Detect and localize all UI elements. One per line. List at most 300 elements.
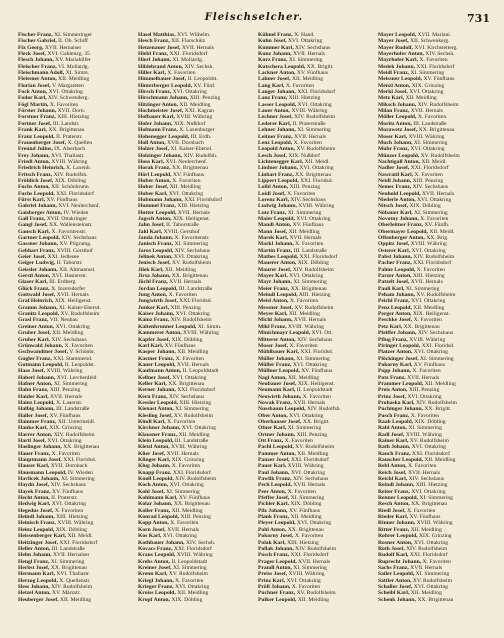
entry-name: Rudolf Karl, (378, 552, 409, 559)
entry-name: Lorenz Karl, (258, 196, 289, 203)
entry-name: Geissler Johann, (18, 266, 58, 273)
entry-name: Rath Johann, (378, 444, 411, 451)
entry-name: Huber Anton, (138, 177, 171, 184)
entry-name: Hetzel Anton, (18, 590, 51, 597)
entry-address: XV. Rudolfsheim (412, 577, 452, 584)
entry-address: XII. Meidling (424, 457, 456, 464)
entry-address: XIV. Sechshaus (50, 482, 86, 489)
entry-address: XIX. Heiligenst. (172, 215, 211, 222)
entry-name: Rieder Karl, (378, 514, 409, 521)
entry-name: Fock Anton, (18, 89, 48, 96)
entry-name: Mathes Leopold, (258, 254, 299, 261)
entry-name: Kirchner Johann, (138, 425, 181, 432)
entry-address: XVIII. Währing (288, 571, 325, 578)
entry-address: XI. Kaiser-Ebersd. (58, 304, 101, 311)
entry-address: XXI. Floridsdorf (291, 457, 329, 464)
entry-address: XIV. Rudolfsheim (292, 266, 334, 273)
entry-name: Lauer Anton, (258, 108, 290, 115)
entry-address: X. Laxenburger (179, 127, 215, 134)
entry-address: XIV. Sechshaus (51, 336, 87, 343)
entry-address: XI. Kaiser-Ebersd. (170, 146, 213, 153)
entry-name: Nagl Anton, (258, 374, 287, 381)
entry-name: Gassner Johann, (18, 241, 58, 248)
entry-address: X. Favoriten (302, 393, 331, 400)
entry-name: Meindl Leopold, (258, 292, 298, 299)
entry-name: Kiesling Josef, (138, 412, 173, 419)
entry-name: Lindner Johann, (258, 165, 299, 172)
entry-name: Mayer Karl, (258, 273, 288, 280)
entry-address: XVI. Ottakring (407, 393, 442, 400)
listing-column (138, 32, 254, 630)
entry-name: Hirsch Franz, (138, 89, 172, 96)
entry-name: Fleck Josef, (18, 51, 46, 58)
entry-name: Helm Johann, (18, 552, 52, 559)
entry-name: Scheibl Karl, (378, 590, 410, 597)
entry-name: Pokorny Josef, (258, 533, 294, 540)
entry-name: Meidl Franz, (378, 70, 410, 77)
entry-name: Holzinger Johann, (138, 152, 183, 159)
entry-name: Lanz Franz, (258, 95, 288, 102)
entry-address: XXI. Floridsdorf (184, 196, 223, 203)
entry-address: III. Erdberg (49, 279, 76, 286)
entry-name: Lutz Franz, (258, 209, 287, 216)
entry-name: Messner Josef, (258, 304, 294, 311)
entry-address: XIX. Döbling (171, 336, 203, 343)
entry-name: Fleissner Anton, (18, 76, 57, 83)
entry-address: XVIII. Währing (416, 520, 453, 527)
entry-address: XX. Brigittenau (173, 501, 210, 508)
entry-name: Puchner Franz, (258, 590, 296, 597)
entry-address: XX. Brigittenau (171, 273, 208, 280)
entry-address: XVI. Kirchstetterg. (414, 44, 458, 51)
entry-address: XII. Meidling (178, 431, 210, 438)
entry-name: Jelinek Anton, (138, 254, 173, 261)
entry-name: Nowak Franz, (258, 399, 292, 406)
entry-address: XIII. Penzing (189, 95, 221, 102)
entry-address: XII. Meidl. (421, 158, 447, 165)
entry-address: XV. Fünfhaus (49, 412, 81, 419)
entry-address: XIII. Hietzing (57, 114, 89, 121)
entry-name: Nemec Franz, (378, 184, 412, 191)
entry-name: Greiner Anton, (18, 323, 55, 330)
entry-address: XVI. Ottakring (417, 196, 452, 203)
entry-name: Parzer Anton, (378, 273, 412, 280)
entry-address: XX. Brigittenau (418, 127, 455, 134)
entry-name: Jung Anton, (138, 292, 168, 299)
entry-address: II. Leopoldst. (187, 76, 218, 83)
entry-address: XIII. Hietzing (287, 539, 319, 546)
entry-address: XVII. Hernals (292, 51, 325, 58)
entry-address: XIII. Penzing (49, 387, 81, 394)
entry-address: XII. Meidling (424, 380, 456, 387)
entry-address: X. Favoriten (175, 577, 204, 584)
entry-address: XIII. Hietzing (177, 203, 209, 210)
entry-address: IX. Alserbach (54, 146, 86, 153)
entry-address: XII. Meidl. (429, 228, 455, 235)
entry-name: Penz Leopold, (378, 304, 412, 311)
entry-name: Neumann Karl, (258, 387, 296, 394)
entry-address: XX. Brigittenau (168, 380, 205, 387)
entry-address: XVII. Hernals (293, 399, 326, 406)
entry-address: XII. Meidling (288, 374, 320, 381)
entry-address: XVI. Ottakring (286, 577, 321, 584)
entry-address: XVI. Ottakring (172, 374, 207, 381)
entry-name: Glück Franz, (18, 285, 50, 292)
entry-address: X. Quellen (67, 139, 93, 146)
entry-address: XIX. Döbling (55, 526, 87, 533)
entry-address: XIII. Hietzing (415, 482, 448, 489)
entry-name: Hauser Karl, (18, 463, 50, 470)
entry-name: Geier Josef, (18, 254, 47, 261)
entry-address: XIX. Döbling (414, 418, 446, 425)
entry-name: Rauch Franz, (378, 450, 411, 457)
entry-name: Förster Johann, (18, 108, 57, 115)
entry-address: X. Favoriten (167, 418, 196, 425)
entry-address: XII. Meidling (297, 596, 329, 603)
entry-address: XIX. Heiligenst. (54, 298, 92, 305)
entry-name: Mauerer Anton, (258, 260, 297, 267)
entry-address: XVI. Thaliastr. (51, 152, 85, 159)
entry-name: Hayek Franz, (18, 488, 51, 495)
entry-address: XV. Rudolfsheim (409, 438, 449, 444)
entry-name: Martin Franz, (258, 247, 293, 254)
entry-address: XVII. Hernals (410, 108, 443, 115)
entry-address: XII. Meidling (60, 596, 92, 603)
entry-address: XVIII. Währing (288, 323, 324, 330)
entry-address: XVI. Ottakring (168, 190, 204, 197)
entry-name: Potz Franz, (378, 374, 406, 381)
entry-address: XI. Simm. (197, 323, 222, 330)
entry-address: XX. Brigitt. (302, 418, 330, 425)
entry-name: Kastner Franz, (138, 355, 175, 362)
entry-address: XV. Märzstr. (52, 590, 81, 597)
entry-address: XVI. Ottakring (411, 488, 446, 495)
entry-name: Mann Josef, (258, 228, 288, 235)
entry-name: Gebhart Franz, (18, 247, 56, 254)
entry-name: Prager Leopold, (258, 558, 297, 565)
entry-name: Granitz Leopold, (18, 311, 60, 318)
entry-name: Kaiser Johann, (138, 311, 175, 318)
entry-address: X. Favoriten (287, 488, 316, 495)
entry-address: XVII. Hernals (289, 235, 322, 241)
entry-address: XVII. Hernals (177, 209, 210, 216)
entry-name: Jakl Karl, (138, 228, 163, 235)
entry-address: XI. Simmering (420, 355, 454, 362)
entry-name: Hofer Johann, (138, 120, 173, 127)
entry-address: X. Favoritenstr. (174, 235, 210, 241)
entry-name: Hofmann Franz, (138, 127, 178, 134)
entry-address: XIII. Hietzing (298, 292, 331, 299)
entry-name: Gartner Leopold, (18, 235, 60, 241)
entry-name: Müllner Leopold, (258, 368, 300, 375)
entry-address: XIII. Penzing (170, 304, 201, 311)
entry-name: Metz Karl, (378, 95, 405, 102)
entry-address: XIII. Penzing (412, 177, 444, 184)
entry-name: Hildebrand Anton, (138, 63, 184, 70)
entry-address: XXI. Floridsdorf (177, 387, 216, 394)
entry-name: Kummer Karl, (258, 44, 294, 51)
entry-address: XIV. Sechshaus (168, 393, 205, 400)
entry-name: Müller Johann, (258, 355, 295, 362)
entry-name: Nitsch Josef, (378, 203, 409, 210)
entry-address: XIX. Grinzing (171, 457, 205, 464)
entry-address: IV. Wieden (67, 469, 93, 476)
entry-name: Lasser Leopold, (258, 101, 297, 108)
entry-address: XXI. Stammersd. (53, 355, 93, 362)
entry-address: XVII. Dornbach (167, 139, 204, 146)
entry-address: II. Leopoldstadt (182, 368, 219, 375)
entry-name: Polak Karl, (258, 539, 286, 546)
entry-name: Fürst Karl, (18, 196, 46, 203)
entry-address: XIII. Penzing (408, 387, 440, 394)
entry-name: Gangl Josef, (18, 222, 48, 229)
entry-address: XXI. Floridsdorf (413, 260, 452, 267)
entry-address: XII. Meidling (169, 184, 201, 191)
entry-name: Hartl Josef, (18, 438, 46, 444)
entry-name: Kauer Leopold, (138, 361, 176, 368)
entry-address: XIX. Nußdorf (288, 152, 321, 159)
entry-name: Rauscher Leopold, (378, 457, 423, 464)
entry-name: Halbig Johann, (18, 406, 55, 413)
entry-name: Haas Josef, (18, 368, 46, 375)
entry-name: Hiebl Franz, (138, 51, 169, 58)
entry-name: Grasl Franz, (18, 317, 49, 324)
entry-name: Gruber Josef, (18, 330, 51, 337)
entry-name: Roth Josef, (378, 545, 405, 552)
entry-name: Resch Anton, (378, 501, 410, 508)
entry-address: XVI. Neulerchenf. (165, 158, 208, 165)
entry-name: Haslinger Johann, (18, 444, 62, 451)
entry-address: XI. Simmering (53, 380, 88, 387)
entry-name: Lahner Josef, (258, 76, 291, 83)
entry-name: Prohaska Karl, (378, 399, 415, 406)
entry-address: XI. Simmering (293, 279, 327, 286)
entry-address: XII. Untermeidl. (57, 418, 96, 425)
entry-address: XV. Rudolfsheim (295, 444, 335, 451)
entry-name: Nachtigall Anton, (378, 158, 420, 165)
entry-name: Franz Leopold, (18, 133, 55, 140)
entry-name: Hutter Leopold, (138, 209, 177, 216)
entry-address: XVIII. Währing (183, 330, 219, 337)
entry-name: Fleischer Franz, (18, 63, 57, 70)
listing-column (258, 32, 374, 630)
entry-address: XVI. Ottakring (162, 533, 197, 540)
entry-address: XVI. Ottakring (413, 539, 448, 546)
entry-address: XVIII. Währing (291, 108, 328, 115)
entry-name: Prammer Leopold, (378, 380, 424, 387)
entry-name: Much Johann, (378, 139, 413, 146)
entry-address: XVI. Ottakring (181, 425, 216, 432)
entry-address: X. Favoriten (167, 70, 196, 77)
entry-name: Lenz Leopold, (258, 139, 293, 146)
entry-name: Lackner Anton, (258, 70, 296, 77)
page-number: 731 (467, 12, 490, 25)
entry-address: XII. Meidling (171, 507, 203, 514)
entry-name: Meissner Leopold, (378, 76, 423, 83)
entry-address: XV. Mariahilfer (55, 57, 91, 64)
entry-address: XIV. Rudolfsh. (53, 171, 88, 178)
entry-address: XIX. Grinzing (418, 533, 452, 540)
entry-address: XIV. Sechshaus (408, 476, 444, 483)
entry-name: Prandl Anton, (258, 564, 292, 571)
entry-name: Hanke Karl, (18, 425, 48, 432)
entry-address: XX. Brigittenau (295, 171, 332, 178)
entry-name: Jagsch Anton, (138, 215, 172, 222)
entry-address: X. Favoriten (170, 520, 199, 527)
entry-name: Kern Franz, (138, 393, 168, 400)
entry-name: Novotny Johann, (378, 215, 419, 222)
entry-address: XV. Fünfhaus (46, 196, 78, 203)
entry-name: Fix Georg, (18, 44, 44, 51)
entry-name: Kessler Leopold, (138, 399, 178, 406)
entry-name: Friedrich Heinrich, (18, 165, 65, 172)
entry-address: VI. Mollardg. (58, 63, 89, 70)
entry-name: Hochmeister Josef, (138, 108, 184, 115)
entry-address: X. Favoriten (289, 342, 318, 349)
entry-name: Lesch Josef, (258, 152, 287, 159)
entry-address: XVII. Hernals (50, 393, 83, 400)
entry-name: Klug Johann, (138, 463, 171, 470)
entry-address: XXI. Floridsd. (179, 298, 212, 305)
entry-address: XVIII. Gersthof (56, 247, 93, 254)
entry-name: Haberl Johann, (18, 374, 56, 381)
entry-name: Neubauer Josef, (258, 380, 297, 387)
entry-address: V. Margareten (51, 82, 84, 89)
entry-name: Klinger Karl, (138, 457, 171, 464)
entry-name: Hierl Johann, (138, 57, 171, 64)
entry-address: XVII. Mariani. (417, 32, 452, 38)
entry-name: Jungwirth Josef, (138, 298, 178, 305)
entry-address: X. Favoriten (285, 82, 315, 89)
entry-address: XXI. Floridsdorf (410, 165, 449, 172)
entry-name: Gramm Johann, (18, 304, 58, 311)
entry-name: Herzog Leopold, (18, 577, 58, 584)
entry-name: Menzl Anton, (378, 82, 411, 89)
entry-name: Mayer Josef, (378, 38, 409, 45)
entry-name: Pauli Karl, (378, 285, 405, 292)
entry-address: XX. Brigittenau (417, 596, 454, 603)
entry-address: XV. Fünfhaus (301, 368, 333, 375)
entry-address: XVI. Ottakring (411, 444, 446, 451)
entry-address: XV. Fünfh. (424, 222, 450, 229)
entry-name: Gugler Franz, (18, 355, 52, 362)
entry-address: XVII. Hernals (293, 482, 326, 489)
entry-name: Gschwandtner Josef, (18, 349, 68, 356)
entry-name: Hedwig Karl, (18, 501, 51, 508)
entry-address: X. Favoriten (168, 292, 197, 299)
entry-address: III. Erdb. (190, 133, 212, 140)
entry-name: Fodor Karl, (18, 95, 47, 102)
entry-name: Ludwig Johann, (258, 203, 297, 210)
entry-name: Holzer Josef, (138, 146, 169, 153)
entry-address: III. Landstraße (293, 247, 327, 254)
entry-address: XVII. Hernals (294, 133, 327, 140)
entry-address: XI. Simmering (290, 495, 325, 502)
entry-name: Graf Heinrich, (18, 298, 54, 305)
entry-name: Hirschmann Johann, (138, 95, 189, 102)
entry-address: X. Inzersdorfer (51, 285, 86, 292)
entry-name: Gabriel Johann, (18, 203, 57, 210)
entry-name: Heller Anton, (18, 545, 51, 552)
entry-name: Oberhauser Josef, (258, 418, 302, 425)
entry-name: Peschke Josef, (378, 317, 413, 324)
entry-address: XXI. Floridsdorf (297, 89, 336, 96)
entry-name: Fritsch Franz, (18, 171, 53, 178)
entry-address: XIV. Sechshaus (417, 330, 454, 337)
entry-name: Fischer Franz, (18, 32, 53, 38)
entry-name: Schaller Josef, (378, 583, 413, 590)
entry-name: Linhart Franz, (258, 171, 294, 178)
entry-name: Gaisberger Anton, (18, 209, 63, 216)
entry-address: X. Favoriten (414, 171, 443, 178)
entry-name: Heindl Johann, (18, 514, 55, 521)
entry-name: Rosner Anton, (378, 539, 413, 546)
entry-address: XI. Simmering (175, 406, 209, 413)
entry-address: X. Hand. (294, 32, 315, 38)
entry-address: XIII. Penzing (296, 431, 328, 438)
entry-name: Kroiss Leopold, (138, 590, 176, 597)
entry-address: XX. Brigittenau (50, 564, 87, 571)
entry-address: XVI. Ottakring (299, 165, 334, 172)
entry-address: XXI. Floridsd. (300, 177, 333, 184)
entry-address: XV. Pilgramg. (59, 241, 92, 248)
entry-address: XVII. Hernals (56, 292, 89, 299)
entry-address: XIV. Rudolfsheim (295, 545, 337, 552)
entry-name: Haider Karl, (18, 393, 49, 400)
entry-name: Horak Franz, (138, 165, 171, 172)
entry-address: XV. Rudolfsheim (296, 590, 336, 597)
entry-address: XIX. Grinzing (411, 82, 445, 89)
entry-name: Möller Leopold, (378, 114, 417, 121)
entry-name: Plöckinger Josef, (378, 355, 419, 362)
entry-address: XIX. Döbling (171, 596, 203, 603)
entry-address: VII. Neubau (49, 317, 78, 324)
entry-name: Jilek Karl, (138, 266, 164, 273)
entry-name: Ortner Johann, (258, 431, 296, 438)
entry-address: XX. Brig. (426, 235, 449, 241)
entry-name: Fischer Gabriel, (18, 38, 57, 45)
entry-name: Fröhlich Josef, (18, 177, 54, 184)
entry-address: XI. Simmering (414, 209, 448, 216)
entry-address: XIV. Rudolfsheim (51, 583, 93, 590)
entry-address: XIII. Penzing (180, 514, 211, 521)
entry-address: XXI. Floridsdorf (416, 63, 455, 70)
listing-entry (378, 597, 494, 603)
entry-name: Nussbaum Leopold, (258, 406, 306, 413)
page-header (18, 12, 490, 26)
entry-address: X. Favoriten (289, 298, 319, 305)
entry-address: X. Favoriten (422, 558, 451, 565)
entry-address: XI. Simmering (61, 476, 95, 483)
entry-address: XIX. Grinzing (49, 425, 82, 432)
entry-name: Meyer Karl, (258, 311, 288, 318)
entry-address: X. Laxenb. (66, 165, 92, 172)
entry-address: XVI. Wilhelm. (177, 32, 211, 38)
entry-name: Peer Anton, (258, 488, 287, 495)
entry-name: Puchinger Johann, (378, 406, 423, 413)
entry-address: XVI. Ottakring (296, 215, 331, 222)
entry-name: Krieger Franz, (138, 583, 174, 590)
entry-address: XVII. Hernals (422, 190, 454, 197)
entry-name: Mayr Johann, (258, 279, 292, 286)
entry-address: XX. Brigittenau (63, 444, 100, 451)
entry-address: X. Favoriten (287, 190, 316, 197)
entry-name: Oberleitner Franz, (378, 222, 423, 229)
entry-address: XVI. Ottakring (55, 323, 90, 330)
entry-name: Morawetz Josef, (378, 127, 418, 134)
entry-name: Ott Franz, (258, 438, 284, 444)
entry-address: XXI. Floridsdorf (169, 51, 208, 58)
